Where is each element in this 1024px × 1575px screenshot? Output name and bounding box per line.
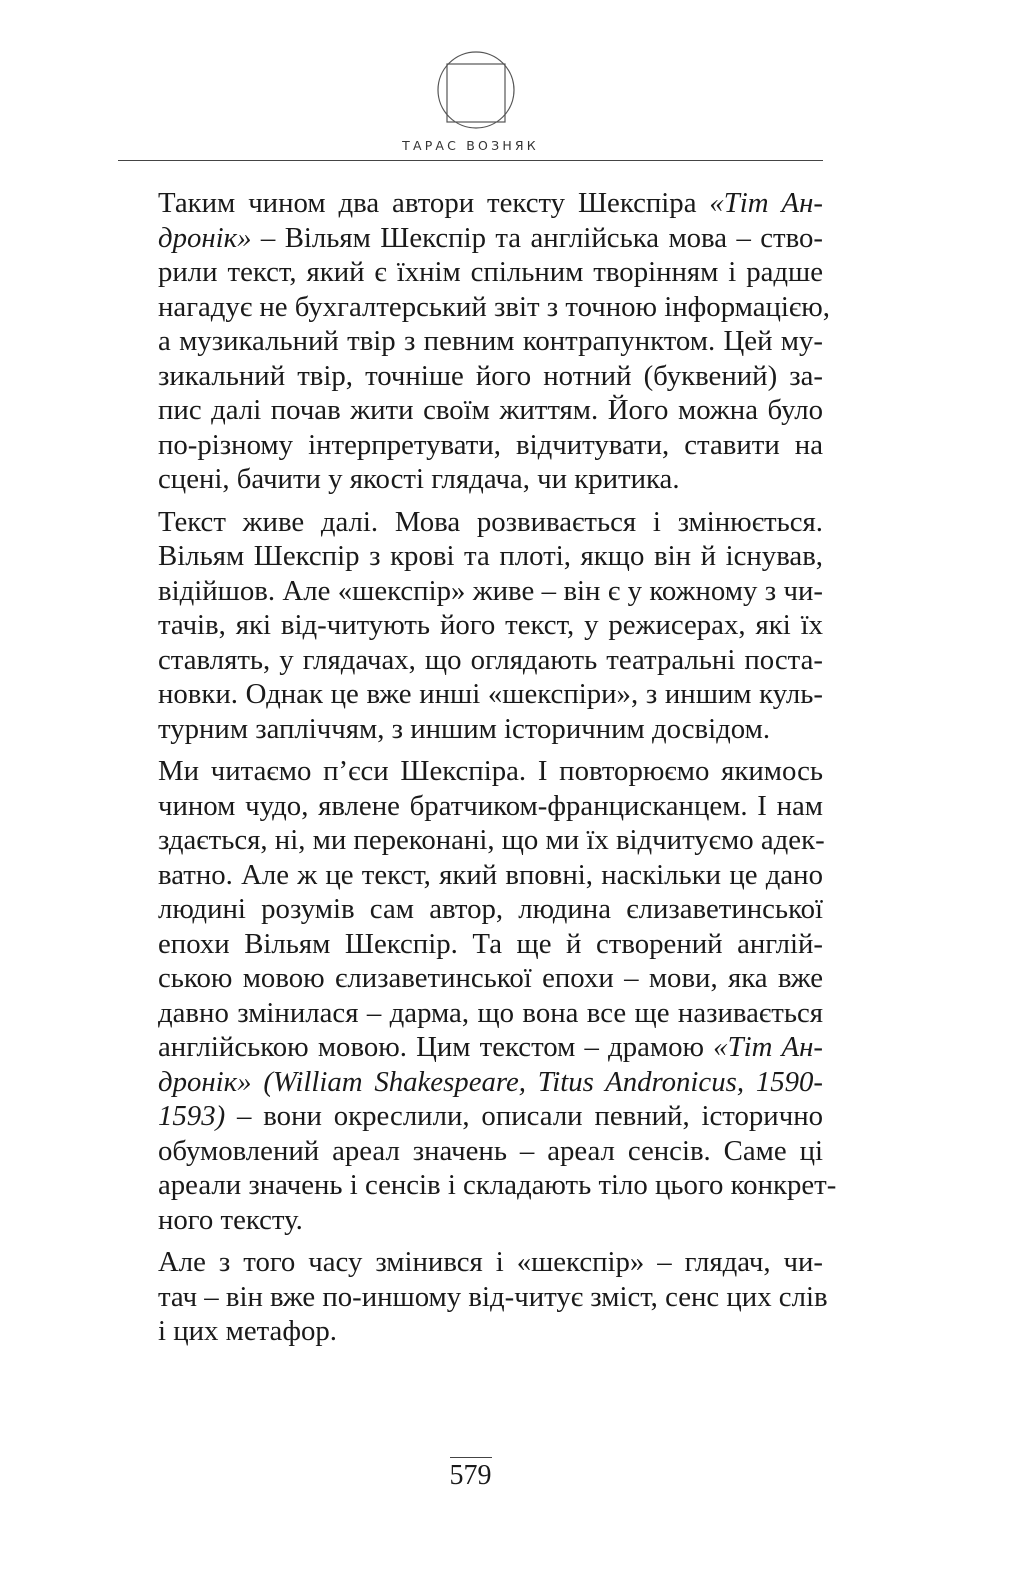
- text-line: новки. Однак це вже инші «шекспіри», з иншим куль-: [158, 678, 823, 710]
- text-line: відійшов. Але «шекспір» живе – він є у кожному з чи-: [158, 574, 823, 607]
- text-line: людині розумів сам автор, людина єлизаветинської: [158, 893, 823, 925]
- page-number-text: 579: [450, 1457, 492, 1491]
- text-line: дронік» (William Shakespeare, Titus Andronicus, 1590-: [158, 1065, 824, 1098]
- text-line: обумовлений ареал значень – ареал сенсів. Саме ці: [158, 1134, 823, 1167]
- text-line: а музикальний твір з певним контрапунктом. Цей му-: [158, 325, 823, 357]
- text-line: Вільям Шекспір з крові та плоті, якщо він й існував,: [158, 540, 823, 572]
- text-line: тачів, які від-читують його текст, у режисерах, які їх: [158, 609, 823, 641]
- text-line: дронік» – Вільям Шекспір та англійська мова – ство-: [158, 221, 823, 254]
- text-line: англійською мовою. Цим текстом – драмою «Тіт Ан-: [158, 1031, 823, 1063]
- text-line: ватно. Але ж це текст, який вповні, наскільки це дано: [158, 858, 823, 891]
- text-line: і цих метафор.: [158, 1315, 337, 1347]
- text-line: ською мовою єлизаветинської епохи – мови, яка вже: [158, 962, 823, 994]
- page-number: [118, 1460, 823, 1492]
- paragraph-4: [118, 1245, 828, 1349]
- text-line: Але з того часу змінився і «шекспір» – глядач, чи-: [158, 1246, 823, 1278]
- text-line: 1593) – вони окреслили, описали певний, історично: [158, 1100, 823, 1132]
- logo-circle-square-icon: [436, 50, 516, 130]
- text-line: Ми читаємо п’єси Шекспіра. І повторюємо якимось: [158, 755, 823, 787]
- paragraph-3: [118, 754, 837, 1237]
- header-rule: [118, 160, 823, 161]
- running-head: ТАРАС ВОЗНЯК: [402, 138, 539, 153]
- body-text: [118, 186, 837, 1357]
- text-line: ного тексту.: [158, 1203, 303, 1236]
- text-line: рили текст, який є їхнім спільним творінням і радше: [158, 256, 823, 288]
- text-line: здається, ні, ми переконані, що ми їх відчитуємо адек-: [158, 824, 825, 856]
- paragraph-1: [118, 186, 830, 497]
- text-line: нагадує не бухгалтерський звіт з точною інформацією,: [158, 290, 830, 323]
- text-line: ареали значень і сенсів і складають тіло цього конкрет-: [158, 1169, 837, 1201]
- text-line: епохи Вільям Шекспір. Та ще й створений англій-: [158, 927, 823, 960]
- text-line: тач – він вже по-иншому від-читує зміст, сенс цих слів: [158, 1280, 828, 1313]
- paragraph-2: [118, 505, 823, 747]
- text-line: Таким чином два автори тексту Шекспіра «Тіт Ан-: [158, 187, 823, 219]
- text-line: ставлять, у глядачах, що оглядають театральні поста-: [158, 643, 823, 676]
- text-line: давно змінилася – дарма, що вона все ще називається: [158, 996, 823, 1029]
- text-line: пис далі почав жити своїм життям. Його можна було: [158, 394, 823, 426]
- text-line: турним запліччям, з иншим історичним досвідом.: [158, 712, 771, 745]
- text-line: по-різному інтерпретувати, відчитувати, ставити на: [158, 428, 823, 461]
- text-line: сцені, бачити у якості глядача, чи критика.: [158, 463, 680, 495]
- text-line: Текст живе далі. Мова розвивається і змінюється.: [158, 505, 823, 538]
- text-line: зикальний твір, точніше його нотний (буквений) за-: [158, 359, 823, 392]
- text-line: чином чудо, явлене братчиком-францисканцем. І нам: [158, 789, 823, 822]
